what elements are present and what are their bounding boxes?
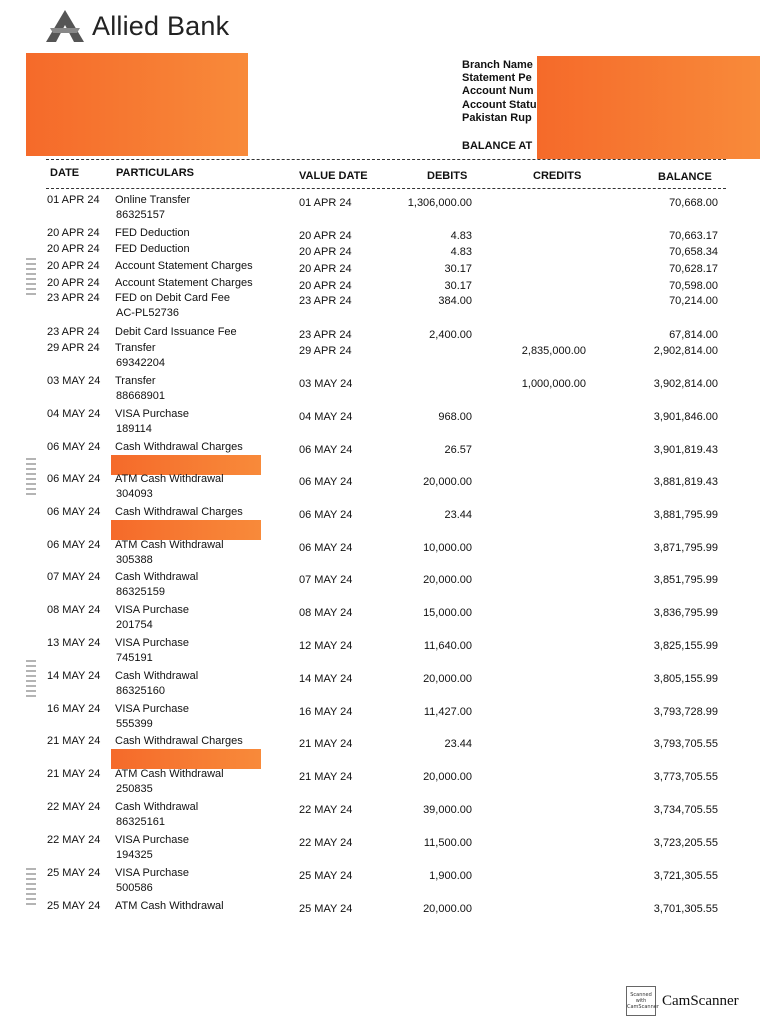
- row-debit: 30.17: [444, 280, 472, 292]
- row-balance: 70,663.17: [669, 230, 718, 242]
- row-reference: 745191: [116, 652, 153, 664]
- row-balance: 3,836,795.99: [653, 607, 718, 619]
- row-date: 23 APR 24: [47, 326, 100, 338]
- row-reference: 69342204: [116, 357, 165, 369]
- row-balance: 3,881,819.43: [653, 476, 718, 488]
- statement-period-label: Statement Pe: [462, 72, 532, 85]
- row-balance: 3,793,728.99: [653, 706, 718, 718]
- row-debit: 11,427.00: [423, 706, 472, 718]
- row-balance: 2,902,814.00: [653, 345, 718, 357]
- row-balance: 3,734,705.55: [653, 804, 718, 816]
- row-particulars: Cash Withdrawal: [115, 571, 199, 583]
- header-top-rule: [46, 159, 726, 160]
- row-value-date: 04 MAY 24: [299, 411, 353, 423]
- col-particulars-header: PARTICULARS: [116, 167, 195, 179]
- scan-artifact: [26, 868, 36, 908]
- row-value-date: 16 MAY 24: [299, 706, 353, 718]
- col-debits-header: DEBITS: [427, 170, 468, 182]
- row-date: 21 MAY 24: [47, 735, 101, 747]
- row-balance: 3,723,205.55: [653, 837, 718, 849]
- row-particulars: FED Deduction: [115, 227, 190, 239]
- row-value-date: 20 APR 24: [299, 280, 352, 292]
- col-credits-header: CREDITS: [533, 170, 582, 182]
- account-status-label: Account Statu: [462, 98, 537, 111]
- row-particulars: FED on Debit Card Fee: [115, 292, 230, 304]
- account-number-label: Account Num: [462, 85, 534, 98]
- row-value-date: 22 MAY 24: [299, 837, 353, 849]
- row-value-date: 25 MAY 24: [299, 870, 353, 882]
- col-value-date-header: VALUE DATE: [299, 170, 368, 182]
- row-particulars: ATM Cash Withdrawal: [115, 473, 224, 485]
- row-value-date: 23 APR 24: [299, 295, 352, 307]
- row-date: 03 MAY 24: [47, 375, 101, 387]
- row-value-date: 07 MAY 24: [299, 574, 353, 586]
- scan-artifact: [26, 458, 36, 498]
- row-date: 06 MAY 24: [47, 473, 101, 485]
- row-date: 14 MAY 24: [47, 670, 101, 682]
- row-reference: 201754: [116, 619, 153, 631]
- currency-label: Pakistan Rup: [462, 111, 532, 124]
- row-balance: 3,773,705.55: [653, 771, 718, 783]
- row-date: 29 APR 24: [47, 342, 100, 354]
- row-particulars: VISA Purchase: [115, 637, 189, 649]
- camscanner-badge-icon: [626, 986, 659, 1016]
- row-value-date: 03 MAY 24: [299, 378, 353, 390]
- row-debit: 4.83: [450, 246, 472, 258]
- row-reference: 194325: [116, 849, 153, 861]
- row-date: 06 MAY 24: [47, 539, 101, 551]
- row-value-date: 06 MAY 24: [299, 476, 353, 488]
- row-debit: 2,400.00: [429, 329, 472, 341]
- row-value-date: 01 APR 24: [299, 197, 352, 209]
- row-date: 22 MAY 24: [47, 834, 101, 846]
- row-debit: 968.00: [438, 411, 472, 423]
- row-debit: 1,900.00: [429, 870, 472, 882]
- row-date: 16 MAY 24: [47, 703, 101, 715]
- row-particulars: Transfer: [115, 342, 156, 354]
- row-balance: 3,793,705.55: [653, 738, 718, 750]
- row-date: 06 MAY 24: [47, 441, 101, 453]
- row-balance: 3,851,795.99: [653, 574, 718, 586]
- row-balance: 70,628.17: [669, 263, 718, 275]
- row-date: 25 MAY 24: [47, 867, 101, 879]
- scan-artifact: [26, 660, 36, 700]
- row-value-date: 12 MAY 24: [299, 640, 353, 652]
- redacted-account-details: [537, 56, 760, 159]
- row-balance: 3,901,846.00: [653, 411, 718, 423]
- row-particulars: ATM Cash Withdrawal: [115, 900, 224, 912]
- row-particulars: VISA Purchase: [115, 408, 189, 420]
- row-particulars: VISA Purchase: [115, 867, 189, 879]
- row-value-date: 06 MAY 24: [299, 542, 353, 554]
- row-value-date: 14 MAY 24: [299, 673, 353, 685]
- row-reference: 86325161: [116, 816, 165, 828]
- bank-name: Allied Bank: [92, 10, 230, 41]
- row-particulars: Cash Withdrawal Charges: [115, 735, 243, 747]
- redacted-reference: [111, 455, 261, 475]
- row-value-date: 29 APR 24: [299, 345, 352, 357]
- row-date: 07 MAY 24: [47, 571, 101, 583]
- row-debit: 11,500.00: [423, 837, 472, 849]
- row-date: 20 APR 24: [47, 227, 100, 239]
- camscanner-watermark: [626, 986, 739, 1016]
- row-debit: 30.17: [444, 263, 472, 275]
- row-value-date: 20 APR 24: [299, 230, 352, 242]
- row-reference: 86325159: [116, 586, 165, 598]
- row-date: 06 MAY 24: [47, 506, 101, 518]
- row-particulars: Transfer: [115, 375, 156, 387]
- row-reference: 500586: [116, 882, 153, 894]
- row-value-date: 22 MAY 24: [299, 804, 353, 816]
- row-balance: 3,701,305.55: [653, 903, 718, 915]
- row-date: 23 APR 24: [47, 292, 100, 304]
- allied-bank-logo-icon: [44, 8, 86, 44]
- row-debit: 384.00: [438, 295, 472, 307]
- row-debit: 20,000.00: [423, 903, 472, 915]
- row-value-date: 20 APR 24: [299, 246, 352, 258]
- row-balance: 67,814.00: [669, 329, 718, 341]
- row-credit: 1,000,000.00: [521, 378, 586, 390]
- row-debit: 10,000.00: [423, 542, 472, 554]
- row-particulars: Debit Card Issuance Fee: [115, 326, 237, 338]
- row-value-date: 08 MAY 24: [299, 607, 353, 619]
- row-particulars: Cash Withdrawal Charges: [115, 441, 243, 453]
- bank-logo: [44, 8, 229, 44]
- row-debit: 1,306,000.00: [407, 197, 472, 209]
- row-value-date: 21 MAY 24: [299, 738, 353, 750]
- row-date: 01 APR 24: [47, 194, 100, 206]
- row-reference: AC-PL52736: [116, 307, 179, 319]
- row-particulars: VISA Purchase: [115, 703, 189, 715]
- camscanner-badge-line2: CamScanner: [627, 1004, 659, 1010]
- row-reference: 88668901: [116, 390, 165, 402]
- row-value-date: 25 MAY 24: [299, 903, 353, 915]
- row-reference: 250835: [116, 783, 153, 795]
- scan-artifact: [26, 258, 36, 298]
- row-debit: 20,000.00: [423, 673, 472, 685]
- row-value-date: 23 APR 24: [299, 329, 352, 341]
- camscanner-text: CamScanner: [662, 992, 739, 1009]
- row-date: 22 MAY 24: [47, 801, 101, 813]
- row-debit: 20,000.00: [423, 476, 472, 488]
- row-debit: 20,000.00: [423, 771, 472, 783]
- row-reference: 304093: [116, 488, 153, 500]
- row-value-date: 06 MAY 24: [299, 509, 353, 521]
- row-date: 20 APR 24: [47, 277, 100, 289]
- balance-at-label: BALANCE AT: [462, 140, 533, 152]
- row-reference: 555399: [116, 718, 153, 730]
- row-balance: 3,805,155.99: [653, 673, 718, 685]
- row-balance: 70,658.34: [669, 246, 718, 258]
- row-reference: 189114: [116, 423, 152, 435]
- row-balance: 3,825,155.99: [653, 640, 718, 652]
- col-balance-header: BALANCE: [658, 171, 712, 183]
- row-particulars: FED Deduction: [115, 243, 190, 255]
- row-particulars: Account Statement Charges: [115, 260, 253, 272]
- row-particulars: Cash Withdrawal: [115, 801, 199, 813]
- row-balance: 70,598.00: [669, 280, 718, 292]
- row-value-date: 20 APR 24: [299, 263, 352, 275]
- row-date: 20 APR 24: [47, 260, 100, 272]
- row-balance: 3,902,814.00: [653, 378, 718, 390]
- row-debit: 23.44: [444, 738, 472, 750]
- row-credit: 2,835,000.00: [521, 345, 586, 357]
- row-balance: 3,901,819.43: [653, 444, 718, 456]
- row-debit: 39,000.00: [423, 804, 472, 816]
- camscanner-badge-line1: Scanned with: [630, 992, 652, 1004]
- row-date: 13 MAY 24: [47, 637, 101, 649]
- row-particulars: VISA Purchase: [115, 834, 189, 846]
- row-particulars: Account Statement Charges: [115, 277, 253, 289]
- row-debit: 20,000.00: [423, 574, 472, 586]
- row-reference: 86325157: [116, 209, 165, 221]
- redacted-customer-info: [26, 53, 248, 156]
- branch-name-label: Branch Name: [462, 59, 533, 71]
- row-particulars: ATM Cash Withdrawal: [115, 539, 224, 551]
- row-date: 20 APR 24: [47, 243, 100, 255]
- row-reference: 305388: [116, 554, 153, 566]
- row-balance: 3,881,795.99: [653, 509, 718, 521]
- row-particulars: ATM Cash Withdrawal: [115, 768, 224, 780]
- row-particulars: Cash Withdrawal: [115, 670, 199, 682]
- row-particulars: Cash Withdrawal Charges: [115, 506, 243, 518]
- row-debit: 11,640.00: [423, 640, 472, 652]
- row-debit: 26.57: [444, 444, 472, 456]
- row-balance: 70,668.00: [669, 197, 718, 209]
- col-date-header: DATE: [50, 167, 80, 179]
- statement-meta: [462, 59, 537, 125]
- row-date: 21 MAY 24: [47, 768, 101, 780]
- row-debit: 15,000.00: [423, 607, 472, 619]
- row-reference: 86325160: [116, 685, 165, 697]
- header-bottom-rule: [46, 188, 726, 189]
- row-balance: 70,214.00: [669, 295, 718, 307]
- row-value-date: 06 MAY 24: [299, 444, 353, 456]
- row-balance: 3,721,305.55: [653, 870, 718, 882]
- redacted-reference: [111, 520, 261, 540]
- row-value-date: 21 MAY 24: [299, 771, 353, 783]
- row-balance: 3,871,795.99: [653, 542, 718, 554]
- row-debit: 4.83: [450, 230, 472, 242]
- row-date: 04 MAY 24: [47, 408, 101, 420]
- row-particulars: Online Transfer: [115, 194, 191, 206]
- row-date: 25 MAY 24: [47, 900, 101, 912]
- row-date: 08 MAY 24: [47, 604, 101, 616]
- row-particulars: VISA Purchase: [115, 604, 189, 616]
- redacted-reference: [111, 749, 261, 769]
- row-debit: 23.44: [444, 509, 472, 521]
